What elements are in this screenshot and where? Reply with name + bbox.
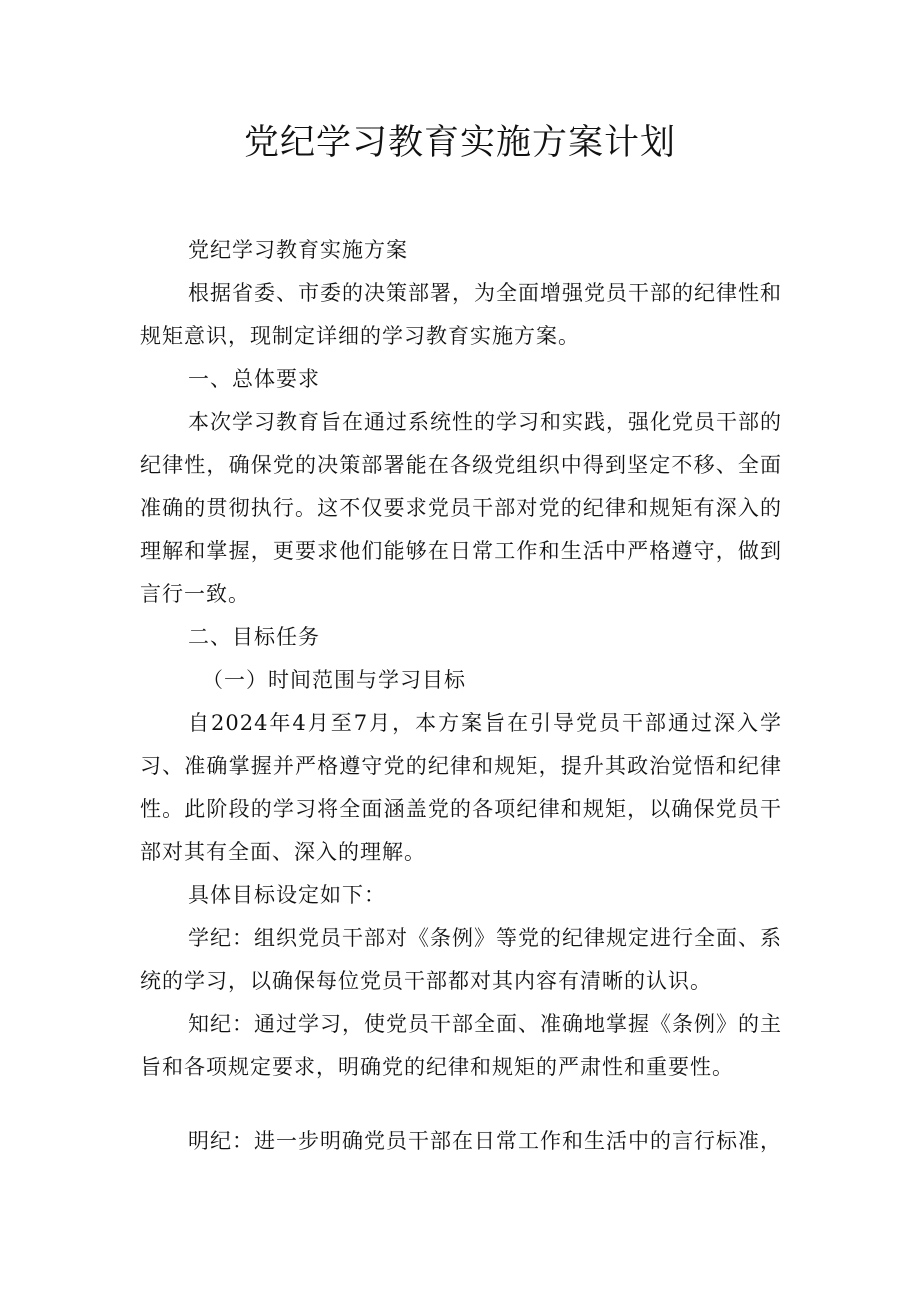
paragraph-goals-intro: 具体目标设定如下： bbox=[188, 883, 386, 907]
paragraph-goal-mingji: 明纪：进一步明确党员干部在日常工作和生活中的言行标准， bbox=[188, 1129, 782, 1153]
paragraph-general-requirements: 本次学习教育旨在通过系统性的学习和实践，强化党员干部的纪律性，确保党的决策部署能在各级党组织中得到坚定不移、全面准确的贯彻执行。这不仅要求党员干部对党的纪律和规矩有深入的理解和掌握，更要求他们能够在日常工作和生活中严格遵守，做到言行一致。 bbox=[140, 410, 782, 606]
document-body bbox=[140, 229, 782, 1163]
paragraph-goal-zhiji: 知纪：通过学习，使党员干部全面、准确地掌握《条例》的主旨和各项规定要求，明确党的纪律和规矩的严肃性和重要性。 bbox=[140, 1012, 782, 1079]
section-heading: 二、目标任务 bbox=[188, 625, 320, 649]
section-heading: 党纪学习教育实施方案 bbox=[188, 238, 408, 262]
document-title: 党纪学习教育实施方案计划 bbox=[243, 123, 676, 163]
paragraph-intro: 根据省委、市委的决策部署，为全面增强党员干部的纪律性和规矩意识，现制定详细的学习教育实施方案。 bbox=[140, 281, 782, 348]
paragraph-time-scope: 自2024年4月至7月，本方案旨在引导党员干部通过深入学习、准确掌握并严格遵守党的纪律和规矩，提升其政治觉悟和纪律性。此阶段的学习将全面涵盖党的各项纪律和规矩，以确保党员干部对其有全面、深入的理解。 bbox=[140, 711, 782, 864]
subsection-heading: （一）时间范围与学习目标 bbox=[202, 668, 466, 692]
section-heading: 一、总体要求 bbox=[188, 367, 320, 391]
paragraph-goal-xueji: 学纪：组织党员干部对《条例》等党的纪律规定进行全面、系统的学习，以确保每位党员干部都对其内容有清晰的认识。 bbox=[140, 926, 782, 993]
